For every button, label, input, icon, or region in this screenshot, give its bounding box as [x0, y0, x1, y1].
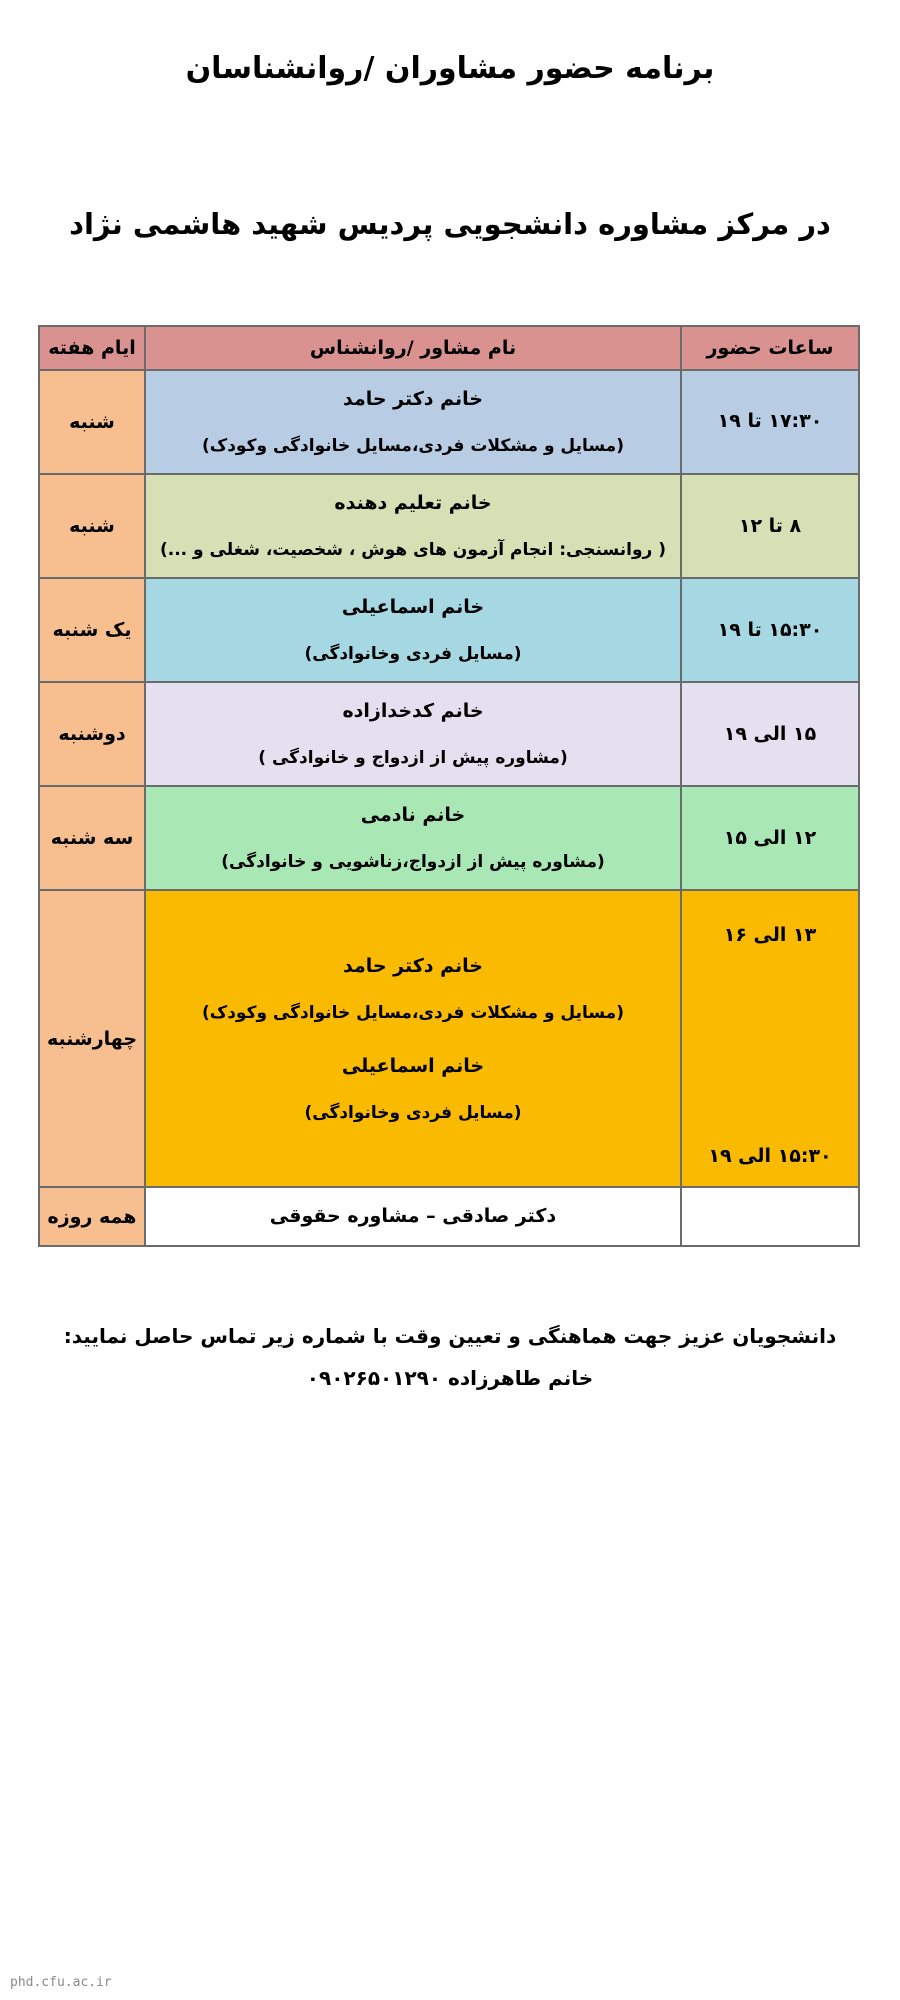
schedule-table: [38, 325, 860, 1248]
cell-name: [145, 1187, 681, 1246]
table-row: [39, 474, 859, 578]
counselor-name: خانم تعلیم دهنده: [334, 491, 492, 514]
cell-day: شنبه: [39, 474, 145, 578]
document-footer: [0, 1315, 900, 1399]
page-title-line-1: برنامه حضور مشاوران /روانشناسان: [185, 51, 715, 86]
cell-name: [145, 370, 681, 474]
cell-day: دوشنبه: [39, 682, 145, 786]
footer-contact: خانم طاهرزاده ۰۹۰۲۶۵۰۱۲۹۰: [306, 1366, 594, 1391]
counselor-specialty: (مسایل فردی وخانوادگی): [304, 643, 522, 664]
cell-name: [145, 890, 681, 1187]
column-header-name: نام مشاور /روانشناس: [145, 326, 681, 370]
table-row: [39, 1187, 859, 1246]
footer-instruction: دانشجویان عزیز جهت هماهنگی و تعیین وقت با شماره زیر تماس حاصل نمایید:: [63, 1324, 837, 1349]
cell-hours: [681, 890, 859, 1187]
counselor-specialty-secondary: (مسایل فردی وخانوادگی): [304, 1102, 522, 1123]
cell-hours: ۱۵:۳۰ تا ۱۹: [681, 578, 859, 682]
table-row: [39, 890, 859, 1187]
counselor-name: خانم دکتر حامد: [342, 387, 484, 410]
counselor-specialty: ( روانسنجی: انجام آزمون های هوش ، شخصیت، شغلی و ...): [159, 539, 666, 560]
counselor-specialty: (مسایل و مشکلات فردی،مسایل خانوادگی وکودک): [202, 1002, 624, 1023]
counselor-name: خانم نادمی: [360, 804, 466, 827]
watermark-text: phd.cfu.ac.ir: [10, 1975, 112, 1990]
cell-hours: ۸ تا ۱۲: [681, 474, 859, 578]
cell-hours: ۱۲ الی ۱۵: [681, 786, 859, 890]
cell-day: چهارشنبه: [39, 890, 145, 1187]
cell-hours: [681, 1187, 859, 1246]
table-row: [39, 786, 859, 890]
counselor-specialty: (مشاوره پیش از ازدواج و خانوادگی ): [258, 748, 568, 769]
table-row: [39, 682, 859, 786]
counselor-specialty: (مسایل و مشکلات فردی،مسایل خانوادگی وکودک): [202, 435, 624, 456]
column-header-day: ایام هفته: [39, 326, 145, 370]
cell-hours: ۱۵ الی ۱۹: [681, 682, 859, 786]
counselor-name: خانم اسماعیلی: [341, 595, 485, 618]
hours-second-shift: ۱۵:۳۰ الی ۱۹: [708, 1144, 832, 1167]
cell-name: [145, 682, 681, 786]
cell-hours: ۱۷:۳۰ تا ۱۹: [681, 370, 859, 474]
page-title-line-2: در مرکز مشاوره دانشجویی پردیس شهید هاشمی نژاد: [69, 207, 831, 241]
cell-day: یک شنبه: [39, 578, 145, 682]
document-header: [0, 0, 900, 247]
counselor-name: خانم کدخدازاده: [342, 700, 484, 723]
cell-day: شنبه: [39, 370, 145, 474]
hours-first-shift: ۱۳ الی ۱۶: [723, 924, 817, 947]
counselor-name: دکتر صادقی – مشاوره حقوقی: [269, 1205, 557, 1228]
table-row: [39, 578, 859, 682]
cell-name: [145, 474, 681, 578]
cell-name: [145, 786, 681, 890]
schedule-table-wrapper: [40, 325, 860, 1248]
counselor-name: خانم دکتر حامد: [342, 954, 484, 977]
counselor-specialty: (مشاوره پیش از ازدواج،زناشویی و خانوادگی): [221, 852, 605, 873]
cell-name: [145, 578, 681, 682]
counselor-name-secondary: خانم اسماعیلی: [341, 1054, 485, 1077]
table-header-row: [39, 326, 859, 370]
column-header-hours: ساعات حضور: [681, 326, 859, 370]
cell-day: سه شنبه: [39, 786, 145, 890]
cell-day: همه روزه: [39, 1187, 145, 1246]
table-row: [39, 370, 859, 474]
